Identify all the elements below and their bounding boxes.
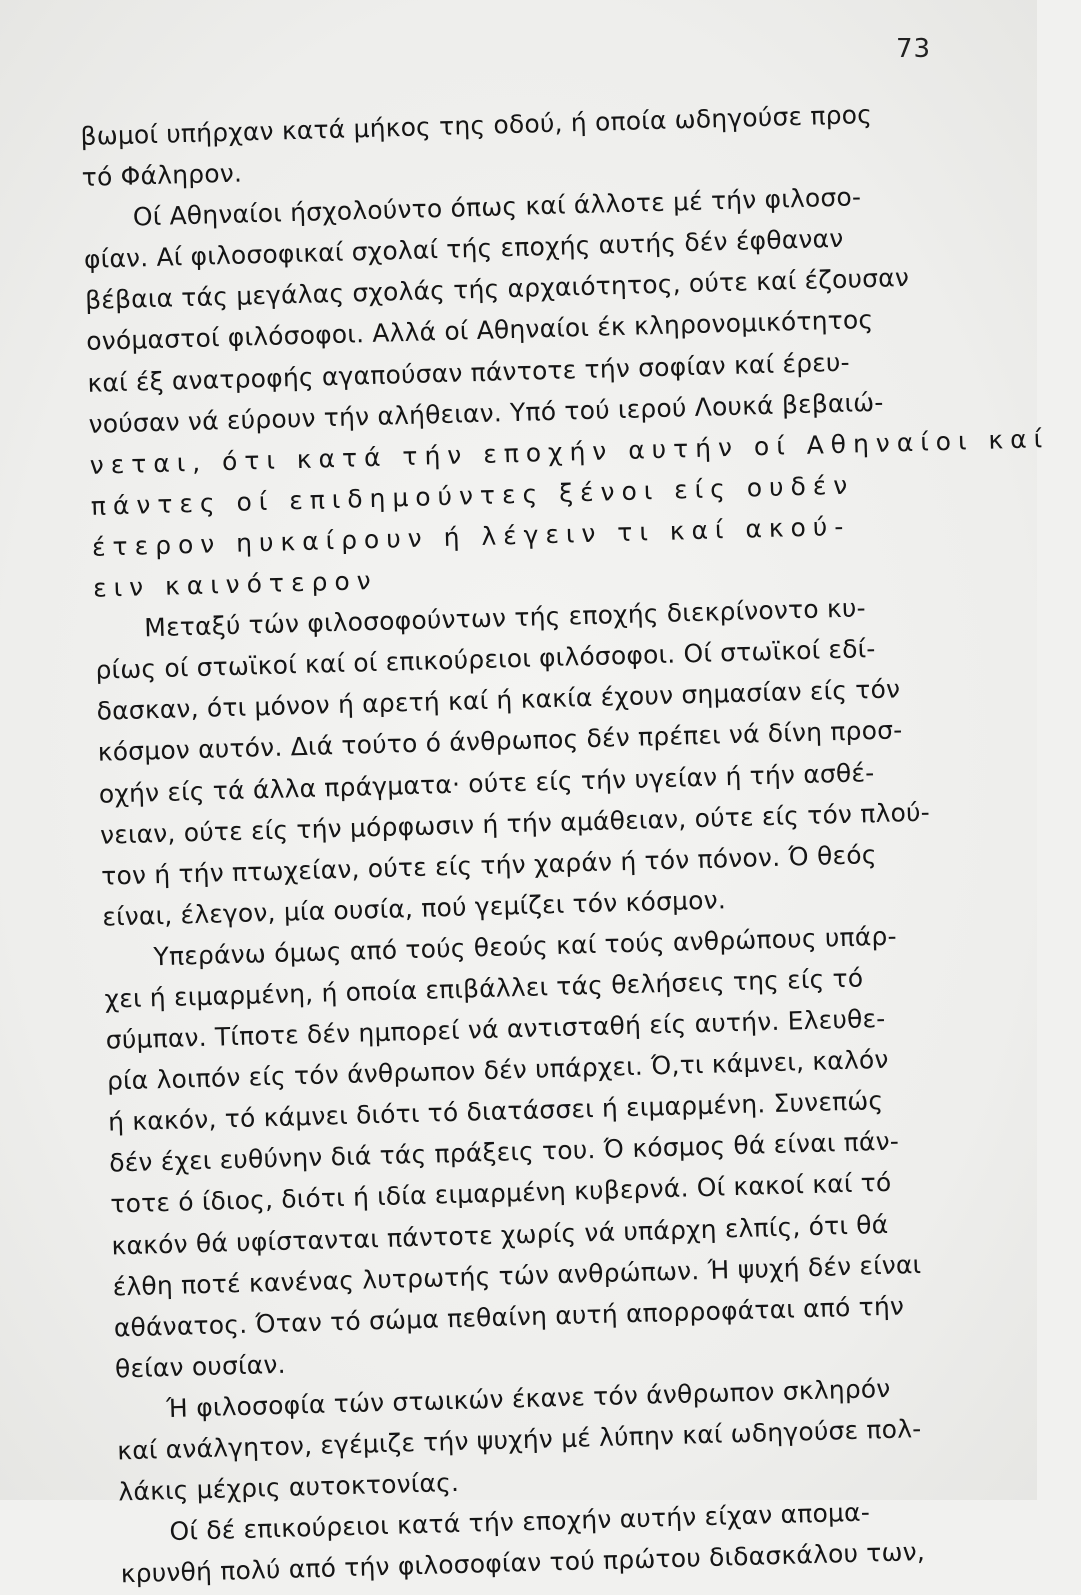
text-line: τον ή τήν πτωχείαν, ούτε είς τήν χαράν ή τόν πόνον. Ό θεός: [100, 839, 877, 891]
text-line: Οί Αθηναίοι ήσχολούντο όπως καί άλλοτε μέ τήν φιλοσο-: [132, 182, 862, 232]
text-line: έλθη ποτέ κανένας λυτρωτής τών ανθρώπων. Ή ψυχή δέν είναι: [112, 1249, 922, 1302]
text-line: κακόν θά υφίστανται πάντοτε χωρίς νά υπάρχη ελπίς, ότι θά: [111, 1209, 889, 1261]
text-line: καί ανάλγητον, εγέμιζε τήν ψυχήν μέ λύπην καί ωδηγούσε πολ-: [116, 1414, 922, 1466]
text-line: πάντες οί επιδημούντες ξένοι είς ουδέν: [90, 470, 855, 521]
text-line: ειν καινότερον: [92, 565, 379, 603]
text-line: καί έξ ανατροφής αγαπούσαν πάντοτε τήν σοφίαν καί έρευ-: [87, 347, 851, 398]
text-line: Ή φιλοσοφία τών στωικών έκανε τόν άνθρωπον σκληρόν: [165, 1373, 891, 1423]
text-line: βωμοί υπήρχαν κατά μήκος της οδού, ή οποία ωδηγούσε προς: [80, 99, 873, 151]
text-line: Υπεράνω όμως από τούς θεούς καί τούς ανθρώπους υπάρ-: [153, 921, 898, 972]
text-line: θείαν ουσίαν.: [114, 1349, 287, 1384]
text-line: ονόμαστοί φιλόσοφοι. Αλλά οί Αθηναίοι έκ κληρονομικότητος: [85, 305, 874, 357]
text-line: βέβαια τάς μεγάλας σχολάς τής αρχαιότητος, ούτε καί έζουσαν: [84, 263, 910, 316]
text-line: νειαν, ούτε είς τήν μόρφωσιν ή τήν αμάθειαν, ούτε είς τόν πλού-: [99, 797, 931, 850]
text-line: δέν έχει ευθύνην διά τάς πράξεις του. Ό κόσμος θά είναι πάν-: [108, 1126, 900, 1178]
text-line: κόσμον αυτόν. Διά τούτο ό άνθρωπος δέν πρέπει νά δίνη προσ-: [97, 715, 903, 768]
text-line: ή κακόν, τό κάμνει διότι τό διατάσσει ή ειμαρμένη. Συνεπώς: [107, 1086, 884, 1137]
body-text: [80, 92, 1050, 1595]
text-line: φίαν. Αί φιλοσοφικαί σχολαί τής εποχής αυτής δέν έφθαναν: [83, 224, 844, 275]
text-line: νούσαν νά εύρουν τήν αλήθειαν. Υπό τού ιερού Λουκά βεβαιώ-: [88, 387, 884, 439]
text-line: τοτε ό ίδιος, διότι ή ιδία ειμαρμένη κυβερνά. Οί κακοί καί τό: [110, 1168, 892, 1220]
text-line: τό Φάληρον.: [81, 158, 243, 193]
text-line: Μεταξύ τών φιλοσοφούντων τής εποχής διεκρίνοντο κυ-: [143, 593, 867, 643]
text-line: νεται, ότι κατά τήν εποχήν αυτήν οί Αθηναίοι καί: [89, 423, 1050, 480]
text-line: κρυνθή πολύ από τήν φιλοσοφίαν τού πρώτου διδασκάλου των,: [120, 1537, 926, 1589]
text-line: Οί δέ επικούρειοι κατά τήν εποχήν αυτήν είχαν απομα-: [169, 1497, 871, 1547]
text-line: ρία λοιπόν είς τόν άνθρωπον δέν υπάρχει. Ό,τι κάμνει, καλόν: [106, 1044, 889, 1096]
text-line: αθάνατος. Όταν τό σώμα πεθαίνη αυτή απορροφάται από τήν: [113, 1291, 905, 1343]
text-line: έτερον ηυκαίρουν ή λέγειν τι καί ακού-: [91, 511, 851, 562]
text-line: χει ή ειμαρμένη, ή οποία επιβάλλει τάς θελήσεις της είς τό: [104, 963, 864, 1014]
text-line: σύμπαν. Τίποτε δέν ημπορεί νά αντισταθή είς αυτήν. Ελευθε-: [105, 1003, 886, 1055]
text-line: οχήν είς τά άλλα πράγματα· ούτε είς τήν υγείαν ή τήν ασθέ-: [98, 757, 875, 809]
text-line: δασκαν, ότι μόνον ή αρετή καί ή κακία έχουν σημασίαν είς τόν: [96, 674, 901, 727]
page-number: 73: [896, 34, 932, 64]
text-line: λάκις μέχρις αυτοκτονίας.: [118, 1468, 460, 1507]
text-line: είναι, έλεγον, μία ουσία, πού γεμίζει τόν κόσμον.: [101, 885, 727, 932]
text-line: ρίως οί στωϊκοί καί οί επικούρειοι φιλόσοφοι. Οί στωϊκοί εδί-: [95, 634, 876, 685]
